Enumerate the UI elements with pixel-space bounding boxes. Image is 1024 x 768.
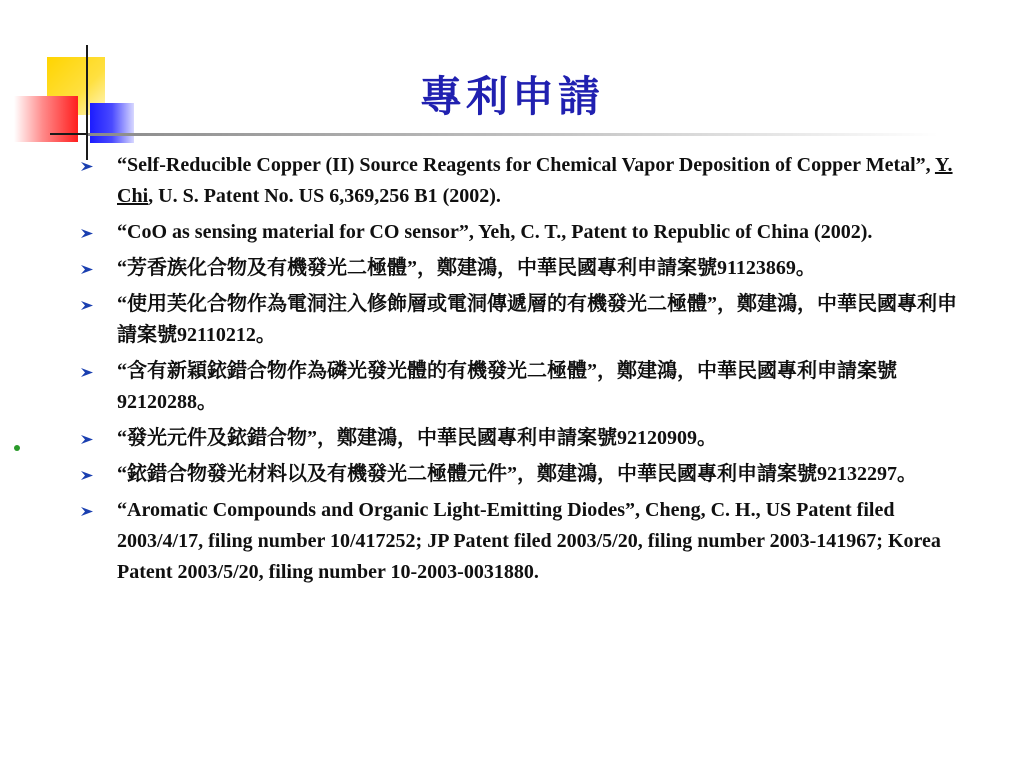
bullet-text: “使用芙化合物作為電洞注入修飾層或電洞傳遞層的有機發光二極體”，鄭建鴻，中華民國專利申請案號92110212。 [117,293,957,346]
arrow-bullet-icon [80,367,94,378]
bullet-text: “芳香族化合物及有機發光二極體”，鄭建鴻，中華民國專利申請案號91123869。 [117,257,816,279]
patent-list [117,150,967,593]
bullet-text: “銥錯合物發光材料以及有機發光二極體元件”，鄭建鴻，中華民國專利申請案號92132297。 [117,463,917,485]
arrow-bullet-icon [80,161,94,172]
list-item [117,495,967,588]
bullet-text: “Aromatic Compounds and Organic Light-Emitting Diodes”, Cheng, C. H., US Patent filed 2003/4/17, filing number 10/417252; JP Patent filed 2003/5/20, filing number 2003-141967; Korea Patent 2003/5/20, filing number 10-2003-0031880. [117,499,941,583]
bullet-text: “含有新穎銥錯合物作為磷光發光體的有機發光二極體”，鄭建鴻，中華民國專利申請案號92120288。 [117,360,897,413]
arrow-bullet-icon [80,228,94,239]
author-link: Y. Chi [117,154,953,207]
list-item [117,217,967,248]
arrow-bullet-icon [80,434,94,445]
bullet-text: “CoO as sensing material for CO sensor”, Yeh, C. T., Patent to Republic of China (2002). [117,221,873,243]
decor-green-dot [14,445,20,451]
bullet-text-tail: , U. S. Patent No. US 6,369,256 B1 (2002). [148,185,501,207]
list-item [117,459,967,490]
arrow-bullet-icon [80,470,94,481]
slide-title: 專利申請 [419,75,604,121]
arrow-bullet-icon [80,506,94,517]
list-item [117,253,967,284]
arrow-bullet-icon [80,264,94,275]
bullet-text: “發光元件及銥錯合物”，鄭建鴻，中華民國專利申請案號92120909。 [117,427,717,449]
arrow-bullet-icon [80,300,94,311]
title-underline-rule [88,133,938,136]
list-item [117,423,967,454]
list-item [117,289,967,351]
list-item [117,150,967,212]
bullet-text: “Self-Reducible Copper (II) Source Reagents for Chemical Vapor Deposition of Copper Metal”, [117,154,935,176]
list-item [117,356,967,418]
